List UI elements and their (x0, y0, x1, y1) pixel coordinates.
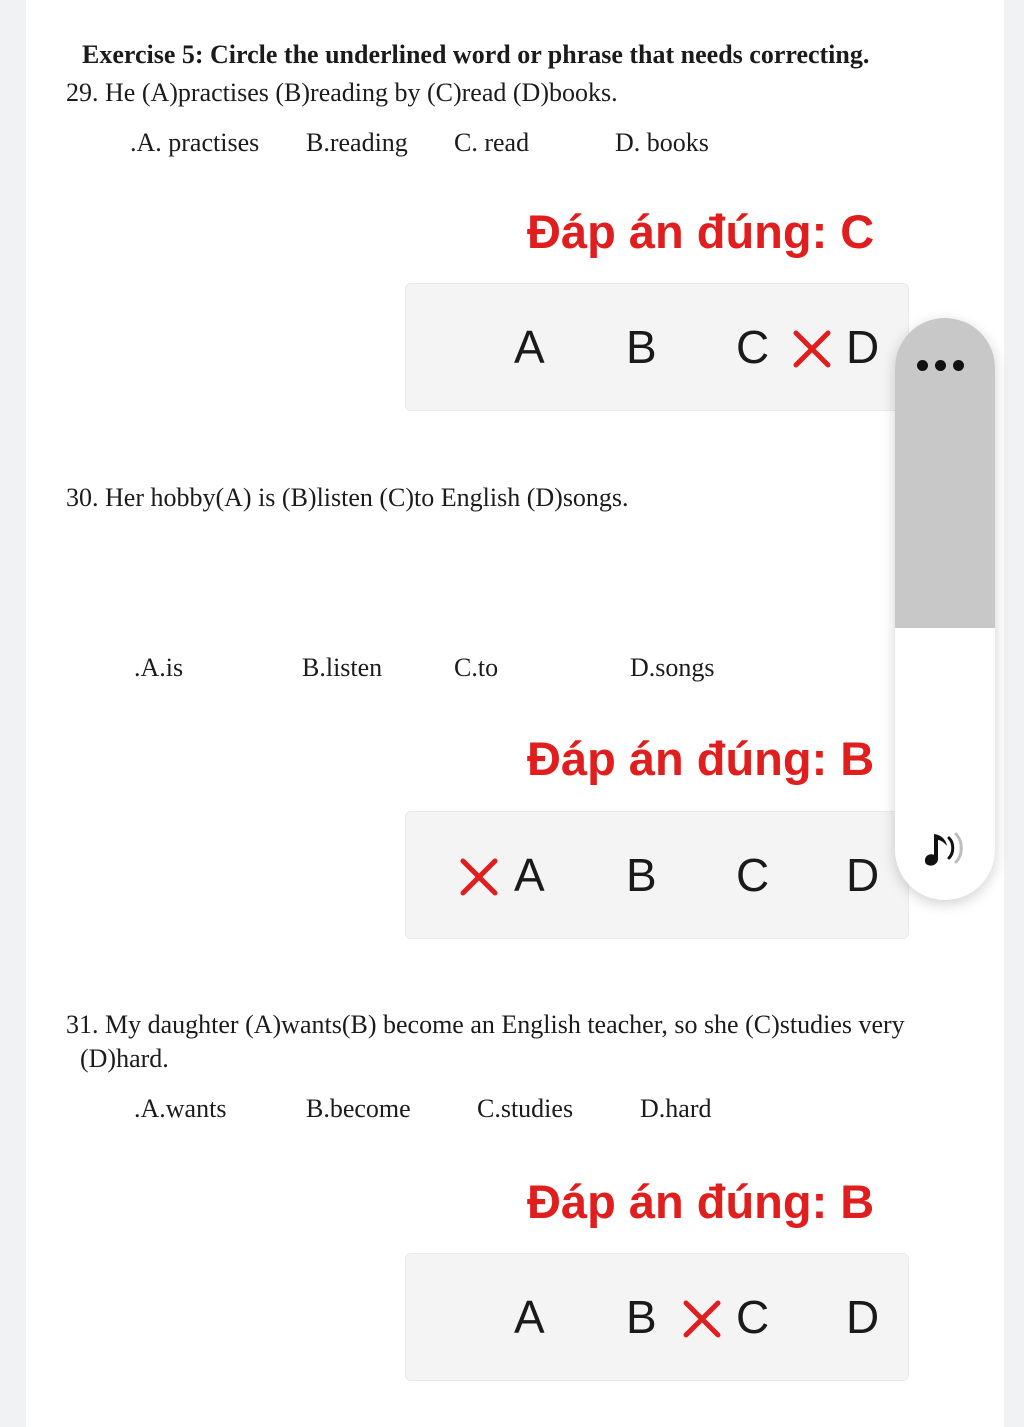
question-31-text-line1: 31. My daughter (A)wants(B) become an English teacher, so she (C)studies very (66, 1010, 905, 1039)
q31-option-d: D.hard (640, 1094, 712, 1123)
question-29-text: 29. He (A)practises (B)reading by (C)read (D)books. (66, 78, 618, 107)
q30-correct-answer: Đáp án đúng: B (527, 732, 875, 785)
q31-option-b: B.become (306, 1094, 411, 1123)
close-x-icon (681, 1298, 723, 1340)
q29-option-d: D. books (615, 128, 709, 157)
q31-choice-d[interactable]: D (846, 1291, 880, 1343)
q31-choice-c[interactable]: C (736, 1291, 770, 1343)
q30-choice-c[interactable]: C (736, 849, 770, 901)
sound-icon[interactable] (915, 826, 971, 877)
q29-option-c: C. read (454, 128, 530, 157)
close-x-icon (791, 328, 833, 370)
q29-correct-answer: Đáp án đúng: C (527, 205, 875, 258)
q31-option-c: C.studies (477, 1094, 574, 1123)
question-31-text-line2: (D)hard. (80, 1044, 169, 1073)
close-x-icon (458, 856, 500, 898)
q30-choice-box (405, 811, 909, 939)
q30-choice-a[interactable]: A (514, 849, 545, 901)
q29-choice-a[interactable]: A (514, 321, 545, 373)
q31-choice-b[interactable]: B (626, 1291, 657, 1343)
q30-option-c: C.to (454, 653, 499, 682)
q30-option-a: .A.is (134, 653, 184, 682)
q30-choice-b[interactable]: B (626, 849, 657, 901)
q29-choice-d[interactable]: D (846, 321, 880, 373)
exercise-title: Exercise 5: Circle the underlined word or phrase that needs correcting. (82, 40, 870, 69)
q29-option-b: B.reading (306, 128, 408, 157)
q29-option-a: .A. practises (130, 128, 260, 157)
q29-choice-c[interactable]: C (736, 321, 770, 373)
q30-option-d: D.songs (630, 653, 715, 682)
q31-choice-a[interactable]: A (514, 1291, 545, 1343)
floating-tool-panel (895, 318, 995, 900)
question-30-text: 30. Her hobby(A) is (B)listen (C)to English (D)songs. (66, 483, 629, 512)
q29-choice-box (405, 283, 909, 411)
q31-option-a: .A.wants (134, 1094, 227, 1123)
q30-choice-d[interactable]: D (846, 849, 880, 901)
more-options-icon[interactable] (917, 358, 971, 376)
q29-choice-b[interactable]: B (626, 321, 657, 373)
q30-option-b: B.listen (302, 653, 383, 682)
q31-correct-answer: Đáp án đúng: B (527, 1175, 875, 1228)
q31-choice-box (405, 1253, 909, 1381)
